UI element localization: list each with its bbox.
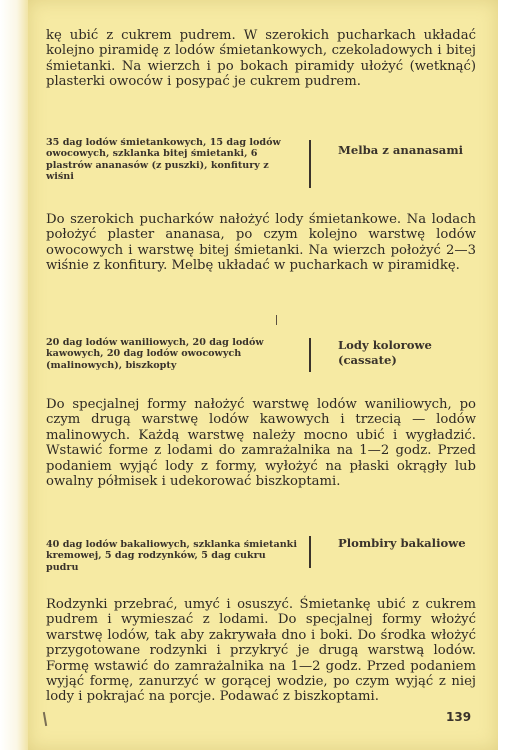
page-left-edge xyxy=(0,0,28,750)
page-number: 139 xyxy=(446,710,472,724)
plombir-ingredients: 40 dag lodów bakaliowych, szklanka śmietanki kremowej, 5 dag rodzynków, 5 dag cukru pudru xyxy=(46,539,297,573)
page-speck xyxy=(276,315,277,325)
melba-ingredients: 35 dag lodów śmietankowych, 15 dag lodów owocowych, szklanka bitej śmietanki, 6 plastrów ananasów (z puszki), konfitury z wiśni xyxy=(46,137,281,182)
plombir-title: Plombiry bakaliowe xyxy=(338,536,466,550)
kolorowe-divider xyxy=(309,338,311,372)
melba-divider xyxy=(309,140,311,188)
melba-instructions: Do szerokich pucharków nałożyć lody śmietankowe. Na lodach położyć plaster ananasa, po czym kolejno warstwę lodów owocowych i warstwę bitej śmietanki. Na wierzch położyć 2—3 wiśnie z konfitury. Melbę układać w pucharkach w piramidkę. xyxy=(46,212,476,274)
book-page xyxy=(28,0,498,750)
plombir-divider xyxy=(309,536,311,568)
melba-title: Melba z ananasami xyxy=(338,143,463,157)
margin-mark xyxy=(43,712,47,726)
intro-paragraph: kę ubić z cukrem pudrem. W szerokich pucharkach układać kolejno piramidę z lodów śmietankowych, czekoladowych i bitej śmietanki. Na wierzch i po bokach piramidy ułożyć (wetknąć) plasterki owoców i posypać je cukrem pudrem. xyxy=(46,28,476,90)
plombir-instructions: Rodzynki przebrać, umyć i osuszyć. Śmietankę ubić z cukrem pudrem i wymieszać z lodami. Do specjalnej formy włożyć warstwę lodów, tak aby zakrywała dno i boki. Do środka włożyć przygotowane rodzynki i przykryć je drugą warstwą lodów. Formę wstawić do zamrażalnika na 1—2 godz. Przed podaniem wyjąć formę, zanurzyć w gorącej wodzie, po czym wyjąć z niej lody i pokrajać na porcje. Podawać z biszkoptami. xyxy=(46,597,476,705)
kolorowe-title: Lody kolorowe (cassate) xyxy=(338,338,432,367)
kolorowe-ingredients: 20 dag lodów waniliowych, 20 dag lodów kawowych, 20 dag lodów owocowych (malinowych), biszkopty xyxy=(46,337,264,371)
kolorowe-instructions: Do specjalnej formy nałożyć warstwę lodów waniliowych, po czym drugą warstwę lodów kawowych i trzecią — lodów malinowych. Każdą warstwę należy mocno ubić i wygładzić. Wstawić forme z lodami do zamrażalnika na 1—2 godz. Przed podaniem wyjąć lody z formy, wyłożyć na płaski okrągły lub owalny półmisek i udekorować biszkoptami. xyxy=(46,397,476,490)
